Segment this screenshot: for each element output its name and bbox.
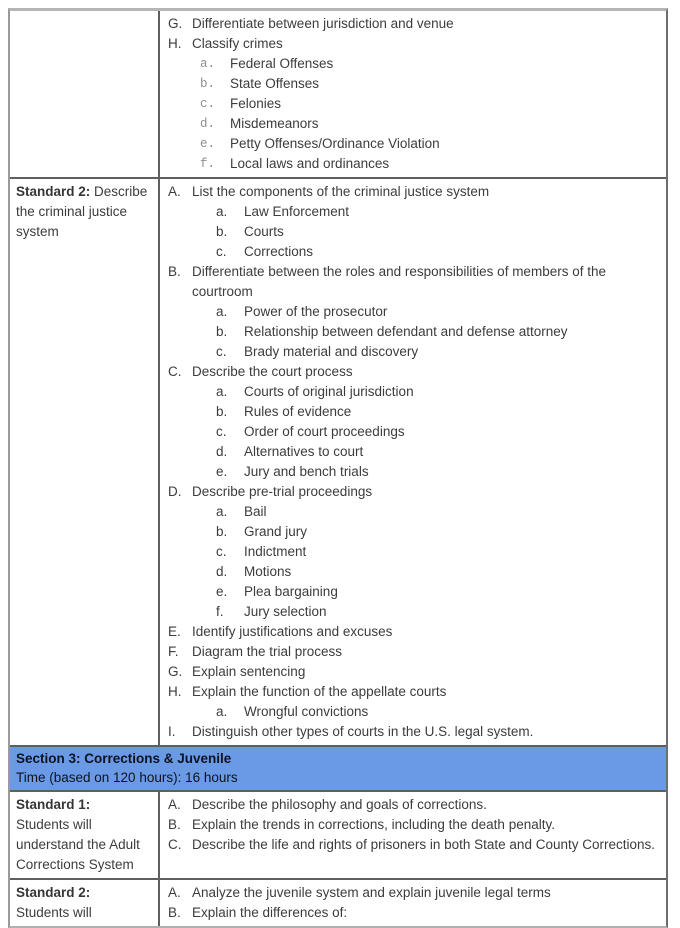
- item-text: Grand jury: [244, 524, 308, 539]
- list-item: [160, 642, 660, 662]
- item-marker: c.: [216, 344, 227, 359]
- item-marker: B.: [168, 905, 181, 920]
- item-marker: b.: [216, 404, 228, 419]
- list-item: [160, 242, 660, 262]
- item-text: Describe the philosophy and goals of corrections.: [192, 797, 487, 812]
- item-marker: B.: [168, 817, 181, 832]
- table-row: [10, 878, 666, 926]
- row-content-cell: [160, 880, 666, 926]
- item-marker: A.: [168, 184, 181, 199]
- item-marker: A.: [168, 797, 181, 812]
- list-item: [160, 662, 660, 682]
- item-text: Plea bargaining: [244, 584, 338, 599]
- item-marker: e.: [216, 464, 228, 479]
- table-row: [10, 11, 666, 177]
- list-item: [160, 422, 660, 442]
- item-text: Brady material and discovery: [244, 344, 419, 359]
- item-marker: b.: [200, 77, 216, 91]
- standard-label: Standard 2:: [16, 885, 91, 900]
- item-text: Explain the trends in corrections, including the death penalty.: [192, 817, 555, 832]
- row-content-cell: [160, 11, 666, 177]
- list-item: [160, 154, 660, 174]
- item-marker: F.: [168, 644, 179, 659]
- list-item: [160, 835, 660, 855]
- item-text: Distinguish other types of courts in the U.S. legal system.: [192, 724, 534, 739]
- list-item: [160, 382, 660, 402]
- item-marker: e.: [216, 584, 228, 599]
- item-text: Diagram the trial process: [192, 644, 343, 659]
- item-text: Describe the court process: [192, 364, 353, 379]
- list-item: [160, 322, 660, 342]
- item-text: Order of court proceedings: [244, 424, 405, 439]
- list-item: [160, 722, 660, 742]
- item-marker: c.: [216, 244, 227, 259]
- header-line: [16, 795, 153, 815]
- item-marker: a.: [216, 704, 228, 719]
- item-marker: d.: [216, 564, 228, 579]
- row-content-cell: [160, 179, 666, 745]
- list-item: [160, 202, 660, 222]
- list-item: [160, 582, 660, 602]
- table-row: [10, 790, 666, 878]
- item-text: Jury and bench trials: [244, 464, 369, 479]
- item-text: Explain the differences of:: [192, 905, 348, 920]
- list-item: [160, 262, 660, 302]
- item-marker: d.: [216, 444, 228, 459]
- list-item: [160, 14, 660, 34]
- item-marker: f.: [200, 157, 216, 171]
- item-text: Federal Offenses: [230, 56, 334, 71]
- item-marker: b.: [216, 224, 228, 239]
- item-marker: G.: [168, 664, 183, 679]
- item-text: Rules of evidence: [244, 404, 352, 419]
- item-text: Jury selection: [244, 604, 327, 619]
- item-marker: a.: [216, 204, 228, 219]
- list-item: [160, 222, 660, 242]
- list-item: [160, 622, 660, 642]
- item-text: Differentiate between jurisdiction and venue: [192, 16, 454, 31]
- list-item: [160, 342, 660, 362]
- list-item: [160, 502, 660, 522]
- item-text: Indictment: [244, 544, 307, 559]
- list-item: [160, 34, 660, 54]
- list-item: [160, 815, 660, 835]
- list-item: [160, 302, 660, 322]
- list-item: [160, 482, 660, 502]
- list-item: [160, 134, 660, 154]
- item-marker: B.: [168, 264, 181, 279]
- row-header-cell: [10, 880, 160, 926]
- item-marker: c.: [216, 544, 227, 559]
- row-header-cell: [10, 11, 160, 177]
- item-marker: a.: [200, 57, 216, 71]
- list-item: [160, 74, 660, 94]
- header-line: the criminal justice: [16, 204, 128, 219]
- item-marker: a.: [216, 384, 228, 399]
- item-marker: c.: [216, 424, 227, 439]
- list-item: [160, 54, 660, 74]
- list-item: [160, 795, 660, 815]
- item-text: Relationship between defendant and defense attorney: [244, 324, 568, 339]
- section-time: Time (based on 120 hours): 16 hours: [16, 770, 238, 785]
- item-marker: I.: [168, 724, 176, 739]
- list-item: [160, 362, 660, 382]
- item-marker: a.: [216, 304, 228, 319]
- list-item: [160, 562, 660, 582]
- item-text: State Offenses: [230, 76, 320, 91]
- item-text: Local laws and ordinances: [230, 156, 390, 171]
- item-marker: e.: [200, 137, 216, 151]
- standard-label: Standard 2:: [16, 184, 91, 199]
- item-text: Courts: [244, 224, 284, 239]
- header-line: Standard 2: Describe: [16, 184, 148, 199]
- header-line: Students will: [16, 905, 92, 920]
- item-marker: G.: [168, 16, 183, 31]
- item-text: Identify justifications and excuses: [192, 624, 393, 639]
- item-text: Law Enforcement: [244, 204, 350, 219]
- item-text: Differentiate between the roles and responsibilities of members of the courtroom: [192, 264, 606, 299]
- header-line: system: [16, 224, 59, 239]
- list-item: [160, 462, 660, 482]
- item-marker: a.: [216, 504, 228, 519]
- header-line: Students will: [16, 817, 92, 832]
- item-marker: c.: [200, 97, 216, 111]
- item-text: Describe the life and rights of prisoners in both State and County Corrections.: [192, 837, 655, 852]
- item-text: Misdemeanors: [230, 116, 319, 131]
- item-text: Felonies: [230, 96, 282, 111]
- header-line: Corrections System: [16, 857, 134, 872]
- item-marker: D.: [168, 484, 182, 499]
- item-text: Describe pre-trial proceedings: [192, 484, 373, 499]
- item-marker: E.: [168, 624, 181, 639]
- item-text: Analyze the juvenile system and explain juvenile legal terms: [192, 885, 551, 900]
- list-item: [160, 442, 660, 462]
- list-item: [160, 522, 660, 542]
- item-text: List the components of the criminal justice system: [192, 184, 490, 199]
- item-text: Classify crimes: [192, 36, 283, 51]
- section-banner: [10, 745, 666, 790]
- row-header-cell: [10, 179, 160, 745]
- item-marker: A.: [168, 885, 181, 900]
- list-item: [160, 94, 660, 114]
- header-line: understand the Adult: [16, 837, 140, 852]
- item-marker: b.: [216, 524, 228, 539]
- list-item: [160, 883, 660, 903]
- item-text: Courts of original jurisdiction: [244, 384, 414, 399]
- section-title: Section 3: Corrections & Juvenile: [16, 751, 232, 766]
- list-item: [160, 542, 660, 562]
- item-text: Corrections: [244, 244, 314, 259]
- item-text: Explain the function of the appellate courts: [192, 684, 447, 699]
- table-row: [10, 177, 666, 745]
- list-item: [160, 682, 660, 702]
- item-marker: H.: [168, 684, 182, 699]
- list-item: [160, 114, 660, 134]
- list-item: [160, 602, 660, 622]
- header-line: [16, 883, 153, 903]
- row-content-cell: [160, 792, 666, 878]
- list-item: [160, 402, 660, 422]
- list-item: [160, 182, 660, 202]
- item-text: Motions: [244, 564, 292, 579]
- standards-table: [8, 8, 668, 928]
- item-text: Power of the prosecutor: [244, 304, 388, 319]
- item-marker: d.: [200, 117, 216, 131]
- item-marker: C.: [168, 837, 182, 852]
- row-header-cell: [10, 792, 160, 878]
- item-marker: C.: [168, 364, 182, 379]
- standard-label: Standard 1:: [16, 797, 91, 812]
- list-item: [160, 702, 660, 722]
- item-marker: H.: [168, 36, 182, 51]
- item-text: Alternatives to court: [244, 444, 364, 459]
- item-text: Bail: [244, 504, 267, 519]
- list-item: [160, 903, 660, 923]
- item-text: Wrongful convictions: [244, 704, 369, 719]
- item-text: Explain sentencing: [192, 664, 306, 679]
- item-marker: b.: [216, 324, 228, 339]
- item-marker: f.: [216, 604, 224, 619]
- item-text: Petty Offenses/Ordinance Violation: [230, 136, 440, 151]
